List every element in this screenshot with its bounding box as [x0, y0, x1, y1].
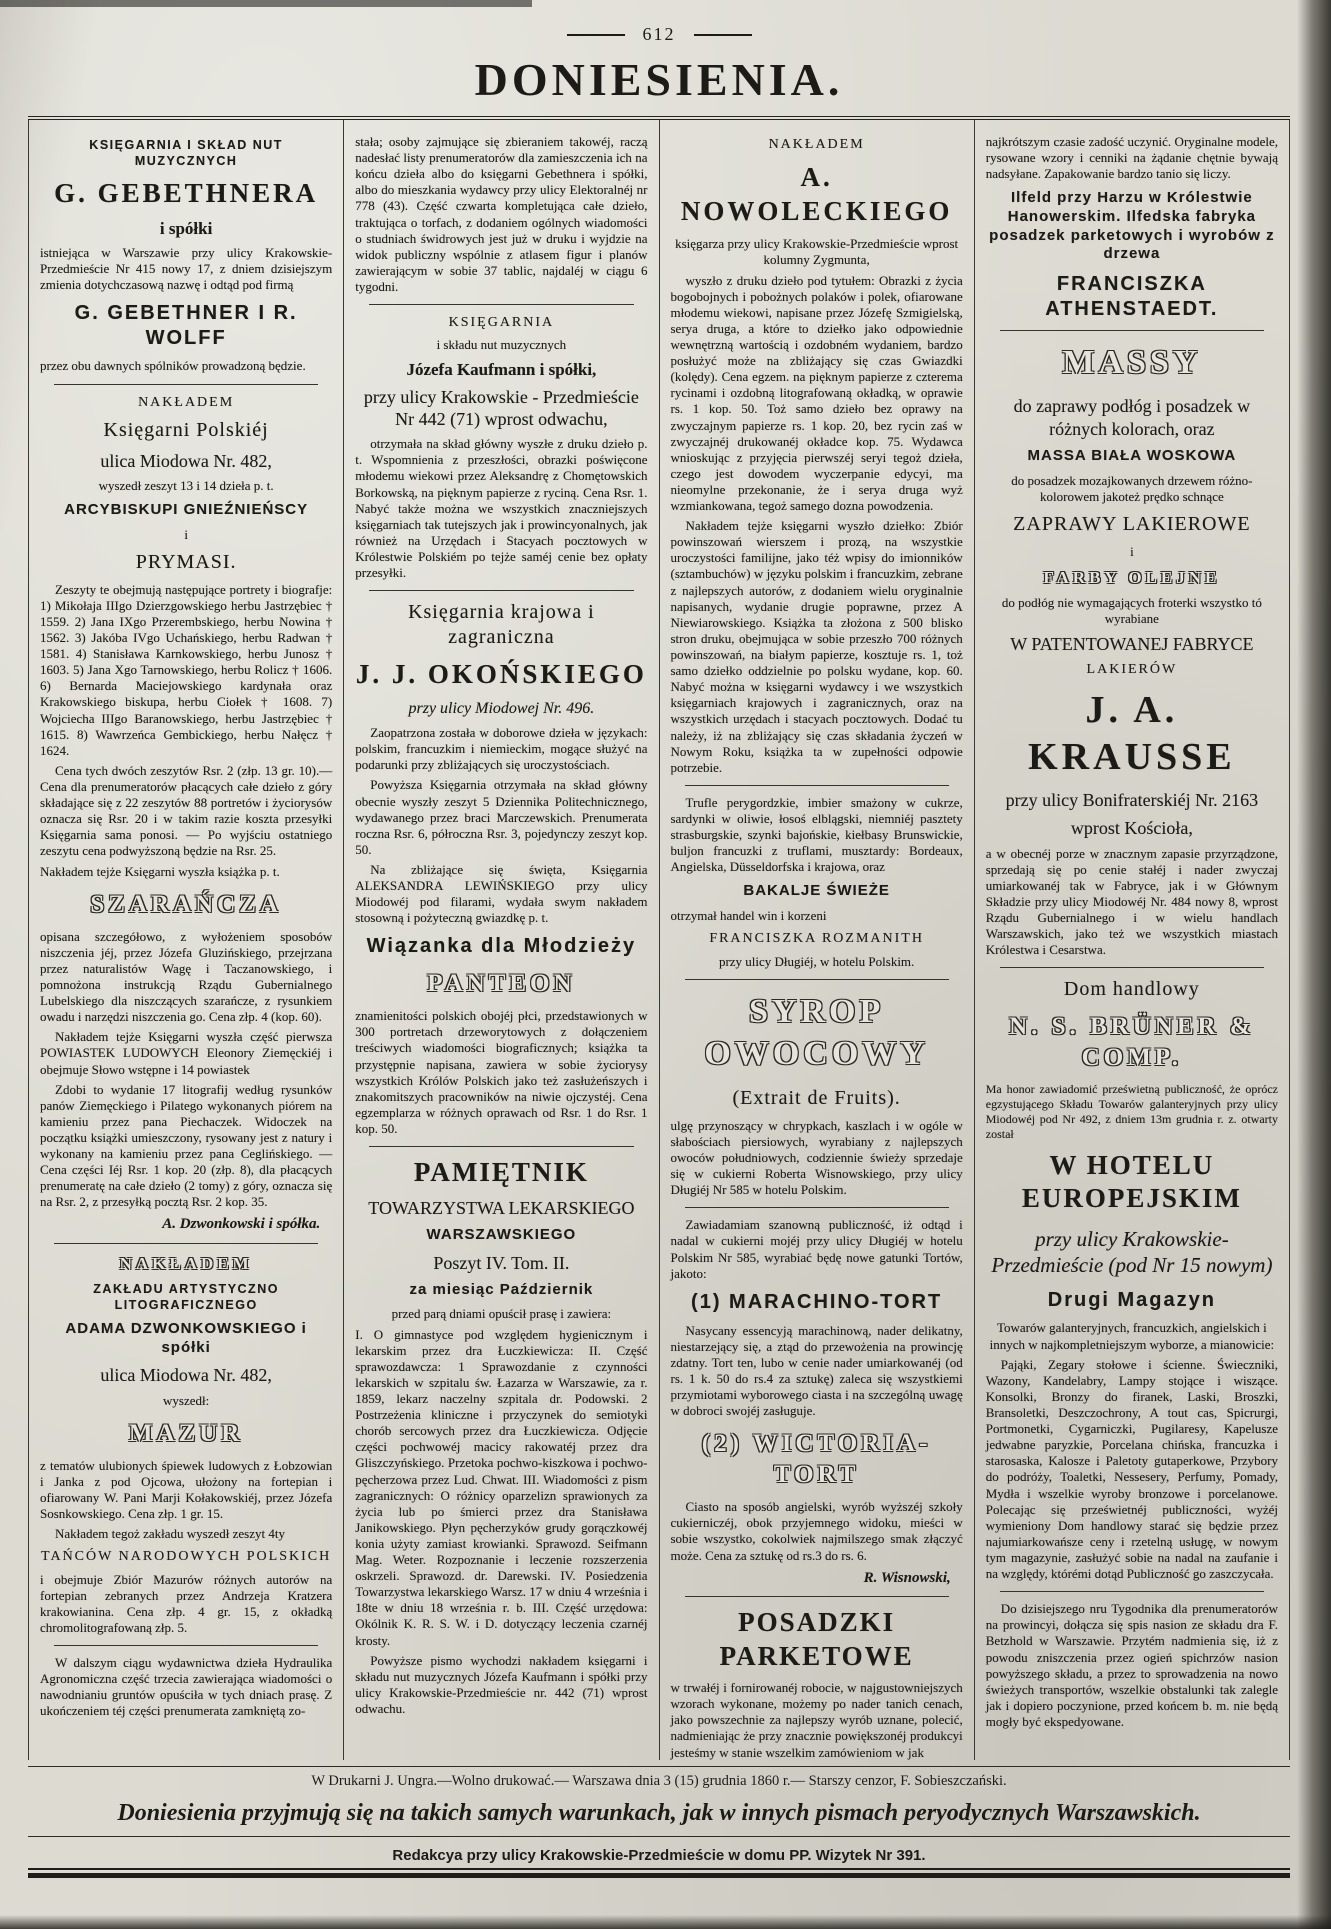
ad-text-block: z tematów ulubionych śpiewek ludowych z Łobzowian i Janka z pod Ojcowa, ułożony na fortepian i ofiarowany W. Pani Marji Kołakowskiéj, przez Józefa Sosnkowskiego. Cena złp. 1 gr. 15. — [40, 1457, 333, 1522]
rule-divider — [685, 1596, 949, 1597]
footer-rule-top — [28, 1766, 1290, 1767]
ad-text-block: przez obu dawnych spólników prowadzoną będzie. — [40, 358, 306, 374]
column-4 — [974, 120, 1290, 1760]
ad-text-block: i składu nut muzycznych — [436, 337, 567, 353]
ad-mazur-title: MAZUR — [128, 1419, 244, 1447]
footer-rule-bottom — [28, 1868, 1290, 1878]
ad-nowolecki-title: A. NOWOLECKIEGO — [680, 162, 953, 226]
ad-posadzki-title: POSADZKI PARKETOWE — [719, 1607, 914, 1671]
ad-text-block: i — [1130, 543, 1134, 559]
ad-ksiegarnia-polska-title: Księgarni Polskiéj — [103, 418, 269, 441]
ad-text-block: Trufle perygordzkie, imbier smażony w cukrze, sardynki w oliwie, łosoś elblągski, niemniéj pasztety strasburgskie, szynki bajońskie, kiełbasy Brunswickie, buljon francuzki z truflami, musztardy: Bordeaux, Angielska, Düsseldorfska i krajowa, oraz — [670, 794, 963, 875]
ad-text-block: ulica Miodowa Nr. 482, — [100, 1365, 272, 1386]
ad-text-block: Na zbliżające się święta, Księgarnia ALEKSANDRA LEWIŃSKIEGO przy ulicy Miodowéj pod filarami, wydała swym nakładem stosowną i pożyteczną gwiazdkę p. t. — [355, 862, 648, 926]
ad-text-block: wprost Kościoła, — [1070, 818, 1193, 839]
page-content — [28, 14, 1290, 1882]
ad-text-block: Towarów galanteryjnych, francuzkich, angielskich i innych w najkompletniejszym wyborze, a mianowicie: — [989, 1320, 1275, 1352]
ad-gebethner-kicker: KSIĘGARNIA I SKŁAD NUT MUZYCZNYCH — [89, 138, 283, 168]
ad-text-block: (Extrait de Fruits). — [732, 1086, 901, 1109]
ad-text-block: W PATENTOWANEJ FABRYCE — [1010, 634, 1254, 655]
ad-arcybiskupi-title: ARCYBISKUPI GNIEŹNIEŃSCY — [64, 501, 309, 519]
ad-marachino-title: (1) MARACHINO-TORT — [691, 1290, 943, 1313]
ad-zaprawy-title: ZAPRAWY LAKIEROWE — [1013, 512, 1251, 535]
column-2 — [343, 120, 658, 1760]
column-1 — [28, 120, 343, 1760]
ad-text-block: istniejąca w Warszawie przy ulicy Krakowskie-Przedmieście Nr 415 nowy 17, z dniem dzisiejszym zmienia dotychczasową nazwę i odtąd pod firmą — [40, 244, 333, 292]
ad-bakalje-title: BAKALJE ŚWIEŻE — [743, 882, 890, 900]
ad-text-block: Ma honor zawiadomić prześwietną publiczność, że oprócz egzystującego Składu Towarów galanteryjnych przy ulicy Miodowéj pod Nr 492, z dniem 13m grudnia r. z. otwarty został — [985, 1082, 1278, 1141]
ad-text-block: Pająki, Zegary stołowe i ścienne. Świeczniki, Wazony, Kandelabry, Lampy stojące i wiszące. Konsolki, Bronzy do firanek, Laski, Broszki, Bransoletki, Deszczochrony, A tout cas, Spicrurgi, Portmonetki, Cygarniczki, Pugilaresy, Kapelusze jedwabne paryzkie, Porcelana chińska, francuzka i starosaska, Kalosze i Paletoty gutaperkowe, Przybory do podróży, Toaletki, Nessesery, Perfumy, Pomady, Mydła i wszelkie wyroby bronzowe i porcelanowe. Polecając się prześwietnéj publiczności, wyżéj wymieniony Dom handlowy starać się będzie przez najumiarkowańsze ceny i rzetelną usługę, w nowym tym magazynie, zasłużyć sobie na nadal na zaufanie i na względy, którémi dotąd Publiczność go zaszczycała. — [985, 1356, 1278, 1582]
ad-text-block: Dom handlowy — [1063, 978, 1200, 1001]
ad-wiazanka-title: Wiązanka dla Młodzieży — [366, 935, 637, 958]
ad-text-block: NAKŁADEM — [768, 137, 865, 152]
ad-text-block: TOWARZYSTWA LEKARSKIEGO — [368, 1197, 635, 1218]
rule-divider — [685, 785, 949, 786]
ad-text-block: LAKIERÓW — [1086, 662, 1178, 678]
scan-edge-artifact-bottom — [0, 1915, 1331, 1929]
ad-text-block: otrzymał handel win i korzeni — [670, 908, 827, 924]
rule-divider — [369, 1146, 633, 1147]
notice-line: Doniesienia przyjmują się na takich samych warunkach, jak w innych pismach peryodycznych Warszawskich. — [117, 1800, 1201, 1826]
ad-text-block: Nasycany essencyją marachinową, nader delikatny, niestarzejący się, a ztąd do przewożenia na prowincję zdatny. Tort ten, lubo w cenie nader umiarkowanéj (od rs. 1 k. 50 do rs.4 za sztukę) zaleca się wszystkiemi przymiotami wyborowego ciasta i na szczególną uwagę w dobroci swojéj zasługuje. — [670, 1322, 963, 1419]
ad-text-block: a w obecnéj porze w znacznym zapasie przyrządzone, sprzedają się po cenie stałéj i nader zwyczaj umiarkowanéj tak w Fabryce, jak i w Głównym Składzie przy ulicy Miodowéj Nr. 484 nowy 8, wprost Rządu Gubernialnego i w wielu handlach Warszawskich, jako też we wszystkich miastach Królestwa i Cesarstwa. — [985, 845, 1278, 958]
ad-dzwonkowski-signature: A. Dzwonkowski i spółka. — [162, 1216, 321, 1233]
ad-okonski-title: J. J. OKOŃSKIEGO — [355, 658, 647, 689]
ad-text-block: ZAKŁADU ARTYSTYCZNO LITOGRAFICZNEGO — [93, 1282, 279, 1312]
ad-syrop-title: SYROP OWOCOWY — [704, 992, 929, 1072]
ad-text-block: Zdobi to wydanie 17 litografij według rysunków panów Ziemęckiego i Pilatego wykonanych piórem na kamieniu przez pana Piechaczek. Widoczek na początku książki umieszczony, rysowany jest z natury i wykonany na kamieniu przez pana Ceglińskiego. — Cena części Iéj Rsr. 1 kop. 20 (złp. 8), dla płacących prenumeratę na całe dzieło (2 tomy) z góry, oznacza się na Rsr. 2, z przesyłką pocztą Rsr. 2 kop. 35. — [40, 1081, 333, 1210]
page-number-row — [28, 24, 1290, 45]
ad-panteon-title: PANTEON — [427, 970, 576, 998]
ad-text-block: Zeszyty te obejmują następujące portrety i biografje: 1) Mikołaja IIIgo Dzierzgowskiego herbu Jastrzębiec † 1559. 2) Jana IXgo Przerembskiego, herbu Nowina † 1562. 3) Jakóba IVgo Uchańskiego, herbu Radwan † 1581. 4) Stanisława Karnkowskiego, herbu Junosz † 1603. 5) Jana Xgo Tarnowskiego, herbu Rolicz † 1606. 6) Bernarda Maciejowskiego kardynała oraz Krakowskiego biskupa, herbu Ciołek † 1608. 7) Wojciecha IIIgo Baranowskiego, herbu Jastrzębiec † 1615. 8) Wawrzeńca Gembickiego, herbu Nałęcz † 1624. — [40, 581, 333, 758]
ad-text-block: wyszedł zeszyt 13 i 14 dzieła p. t. — [98, 478, 274, 494]
ad-text-block: Zaopatrzona została w doborowe dzieła w językach: polskim, francuzkim i niemieckim, mogące służyć na podarunki przy zbliżających się uroczystościach. — [355, 725, 648, 773]
ad-text-block: do zaprawy podłóg i posadzek w różnych kolorach, oraz — [1013, 396, 1251, 439]
ad-text-block: przy ulicy Długiéj, w hotelu Polskim. — [718, 953, 915, 969]
rule-divider — [54, 384, 318, 385]
ad-wictoria-title: (2) WICTORIA-TORT — [701, 1430, 932, 1489]
column-3 — [659, 120, 974, 1760]
page-footer — [28, 1766, 1290, 1878]
rule-divider — [1000, 330, 1264, 331]
page-gutter-shadow — [1297, 0, 1331, 1929]
ad-text-block: Cena tych dwóch zeszytów Rsr. 2 (złp. 13 gr. 10).—Cena dla prenumeratorów płacących całe dzieło z góry składające się z 22 zeszytów 88 portretów i życiorysów oznacza się Rsr. 20 i w takim razie koszta przesyłki Księgarnia sama ponosi. — Po wyjściu ostatniego zeszytu cena podwyższoną będzie na Rsr. 25. — [40, 762, 333, 859]
page-number-dash-left — [567, 34, 625, 36]
ad-gebethner-title: G. GEBETHNERA — [54, 178, 319, 208]
rule-divider — [1000, 967, 1264, 968]
ad-szarancza-title: SZARAŃCZA — [90, 890, 282, 918]
ad-dzwonkowski-title: ADAMA DZWONKOWSKIEGO i spółki — [65, 1320, 307, 1356]
ad-text-block: przy ulicy Krakowskie-Przedmieście (pod Nr 15 nowym) — [991, 1226, 1273, 1277]
scan-edge-artifact-top — [0, 0, 532, 7]
footer-rule-middle — [28, 1836, 1290, 1837]
rule-divider — [685, 1207, 949, 1208]
ad-text-block: Nakładem tejże Księgarni wyszła część pierwsza POWIASTEK LUDOWYCH Eleonory Ziemęckiéj i obejmuje Słowo wstępne i 14 powiastek — [40, 1029, 333, 1077]
columns-container — [28, 116, 1290, 1760]
ad-text-block: Nakładem tegoż zakładu wyszedł zeszyt 4ty — [55, 1526, 285, 1542]
ad-text-block: I. O gimnastyce pod względem hygienicznym i lekarskim przez dra Łuczkiewicza: II. Część sprawozdawcza: 1 Sprawozdanie z czynności lekarskich w szpitalu św. Łazarza w Warszawie, za r. 1859, lekarz naczelny szpitala dr. Podowski. 2 Postrzeżenia kliniczne i przyczynek do semiotyki chorób sercowych przez dra Łuczkiewicza. Odjęcie części pochwowéj macicy rakowatéj przez dra Gliszczyńskiego. Przetoka pochwo-kiszkowa i pochwo-pęcherzowa przez Lud. Chwat. III. Wiadomości z pism zagranicznych: O różnicy oparzelizn sprawionych za życia lub po śmierci przez dra Stanisława Janikowskiego. Płyn pęcherzyków grudy gorączkowéj konia użyty zamiast krowianki. Sprawozd. Seifmann Mag. Weter. Rozpoznanie i leczenie rozszerzenia oskrzeli. Sprawozd. dr. Darewski. IV. Posiedzenia Towarzystwa lekarskiego Warsz. 17 w dniu 4 września i 18te w dniu 18 września r. b. III. Część urzędowa: Okólnik K. R. S. W. i D. dotyczący leczenia czarnéj krosty. — [355, 1326, 648, 1648]
page-title: DONIESIENIA. — [474, 54, 844, 105]
ad-text-block: ulgę przynoszący w chrypkach, kaszlach i w ogóle w słabościach piersiowych, wyrabiany z najlepszych owoców południowych, codziennie świeży sprzedaje się w cukierni Roberta Wisnowskiego, przy ulicy Długiéj Nr 585 w hotelu Polskim. — [670, 1117, 963, 1198]
ad-text-block: do podłóg nie wymagających froterki wszystko tó wyrabiane — [1001, 594, 1262, 626]
ad-drugi-magazyn-title: Drugi Magazyn — [1047, 1288, 1216, 1311]
ad-text-block: za miesiąc Październik — [409, 1280, 594, 1298]
ad-text-block: NAKŁADEM — [119, 1254, 253, 1274]
ad-text-block: i — [184, 526, 188, 542]
ad-text-block: Ilfeld przy Harzu w Królestwie Hanowerskim. Ilfedska fabryka posadzek parketowych i wyrobów z drzewa — [989, 189, 1275, 263]
ad-text-block: przy ulicy Krakowskie - Przedmieście Nr 442 (71) wprost odwachu, — [363, 386, 639, 429]
ad-hotel-europejski-line: W HOTELU EUROPEJSKIM — [1021, 1149, 1242, 1214]
rule-divider — [369, 590, 633, 591]
ad-text-block: i spółki — [159, 219, 213, 239]
ad-text-block: opisana szczegółowo, z wyłożeniem sposobów niszczenia jéj, przez Józefa Gluzińskiego, przejrzana przez naturalistów Wagę i Taczanowskiego, i pomnożona instrukcją Rządu Gubernialnego Lubelskiego dla niszczących szarańcze, z rysunkiem owadu i narzędzi niszczenia go. Cena złp. 4 (kop. 60). — [40, 928, 333, 1025]
ad-text-block: TAŃCÓW NARODOWYCH POLSKICH — [41, 1549, 332, 1565]
imprint-line: W Drukarni J. Ungra.—Wolno drukować.— Warszawa dnia 3 (15) grudnia 1860 r.— Starszy cenzor, F. Sobieszczański. — [311, 1773, 1007, 1789]
ad-text-block: przy ulicy Miodowej Nr. 496. — [408, 700, 595, 718]
ad-text-block: w trwałéj i fornirowanéj robocie, w najgustowniejszych wzorach wykonane, możemy po nader tanich cenach, jako powszechnie za najlepszy wyrób uznane, polecić, nadmieniając że przy znacznie powiększonéj produkcyi jesteśmy w stanie wszelkim zamówieniom w jak — [670, 1680, 963, 1760]
ad-text-block: Nakładem tejże księgarni wyszło dziełko: Zbiór powinszowań wierszem i prozą, na wszystkie uroczystości familijne, jako téż wpisy do imionników (sztambuchów) w języku polskim i francuzkim, zebrane z najlepszych autorów, z dodaniem wielu oryginalnie napisanych, wydanie drugie poprawne, przez A Niewiarowskiego. Książka ta złożona z 500 blisko stron druku, obejmująca w sobie przeszło 700 różnych powinszowań, na białym papierze, kosztuje rs. 1, toż samo dziełko oddzielnie po polsku wydane, kop. 60. Nabyć można w księgarni wydawcy i we wszystkich księgarniach krajowych i zagranicznych, oraz na wszystkich urzędach i stacyach pocztowych. Dodać tu należy, iż na zbliżający się czas składania życzeń w Nowym Roku, książka ta w zupełności odpowie potrzebie. — [670, 518, 963, 775]
ad-text-block: Nakładem tejże Księgarni wyszła książka p. t. — [40, 863, 280, 879]
rule-divider — [54, 1645, 318, 1646]
ad-text-block: WARSZAWSKIEGO — [426, 1225, 577, 1243]
ad-text-block: otrzymała na skład główny wyszłe z druku dzieło p. t. Wspomnienia z przeszłości, obrazki poświęcone młodemu wiekowi przez Aleksandrę z Chomętowskich Borkowską, na pięknym papierze z ryciną. Cena Rsr. 1. Nabyć także można we wszystkich znaczniejszych księgarniach tak tutejszych jak i prowincyonalnych, jak również na Urzędach i Stacyach pocztowych w Królestwie Polskiém po tejże saméj cenie bez opłaty przesyłki. — [355, 436, 648, 581]
ad-text-block: najkrótszym czasie zadość uczynić. Oryginalne modele, rysowane wzory i cenniki na żądanie chętnie bywają nadsyłane. Zapakowanie bardzo tanio się liczy. — [985, 134, 1278, 182]
ad-text-block: księgarza przy ulicy Krakowskie-Przedmieście wprost kolumny Zygmunta, — [675, 236, 959, 268]
ad-text-block: Zawiadamiam szanowną publiczność, iż odtąd i nadal w cukierni mojéj przy ulicy Długiéj w hotelu Polskim Nr 585, wyrabiać będę nowe gatunki Tortów, jakoto: — [670, 1217, 963, 1281]
page-number: 612 — [642, 24, 676, 44]
ad-wisnowski-signature: R. Wisnowski, — [863, 1569, 951, 1586]
ad-text-block: Do dzisiejszego nru Tygodnika dla prenumeratorów na prowincyi, dołącza się spis nasion ze składu dra F. Betzhold w Warszawie. Przytém nadmienia się, iż z powodu zniszczenia przez ogień spichrzów nasion powyższego składu, a przez to sprowadzenia na nowo świeżych transportów, wszelkie obstalunki tak zalegle jak i dopiero poczynione, przed końcem b. m. nie będą mogły być ekspedyowane. — [985, 1601, 1278, 1729]
ad-farby-title: FARBY OLEJNE — [1043, 567, 1221, 587]
ad-text-block: PRYMASI. — [135, 550, 237, 573]
rule-divider — [369, 304, 633, 305]
ad-text-block: stała; osoby zajmujące się zbieraniem takowéj, raczą nadesłać listy prenumeratorów dla zamieszczenia ich na końcu dzieła albo do księgarni Gebethnera i spółki, albo do mieszkania wydawcy przy ulicy Elektoralnéj nr 778 (43). Część czwarta kompletująca całe dzieło, traktująca o torfach, z dodaniem ogólnych wiadomości o studniach świdrowych jest już w druku i wyjdzie na widok publiczny wspólnie z atlasem figur i planów zawierającym w sobie 37 tablic, najdaléj w ciągu 6 tygodni. — [355, 134, 648, 294]
ad-text-block: Powyższa Księgarnia otrzymała na skład główny obecnie wyszły zeszyt 5 Dziennika Politechnicznego, wydawanego przez braci Marczewskich. Prenumerata roczna Rsr. 6, półroczna Rsr. 3, pojedynczy zeszyt kop. 50. — [355, 777, 648, 857]
ad-text-block: znamienitości polskich obojéj płci, przedstawionych w 300 portretach drzeworytowych z dołączeniem treściwych wiadomości biograficznych; książka ta przystępnie napisana, zawiera w sobie życiorysy wszystkich Królów Polskich jako też zasłużeńszych i znakomitszych pracowników na niwie ojczystéj. Cena egzemplarza w różnych oprawach od Rsr. 1 do Rsr. 1 kop. 50. — [355, 1008, 648, 1137]
redaction-line: Redakcya przy ulicy Krakowskie-Przedmieście w domu PP. Wizytek Nr 391. — [392, 1847, 926, 1864]
ad-kaufmann-title: Józefa Kaufmann i spółki, — [406, 359, 597, 379]
ad-bruner-title: N. S. BRÜNER & COMP. — [1009, 1013, 1255, 1072]
ad-text-block: przy ulicy Bonifraterskiéj Nr. 2163 — [1005, 789, 1259, 810]
ad-massy-title: MASSY — [1062, 344, 1202, 382]
ad-pamietnik-title: PAMIĘTNIK — [413, 1157, 589, 1188]
ad-text-block: wyszedł: — [163, 1392, 210, 1408]
ad-krausse-title: J. A. KRAUSSE — [1028, 688, 1236, 778]
rule-divider — [54, 1243, 318, 1244]
ad-text-block: ulica Miodowa Nr. 482, — [100, 450, 272, 471]
ad-text-block: KSIĘGARNIA — [448, 315, 555, 331]
ad-text-block: Ciasto na sposób angielski, wyrób wyższéj szkoły cukierniczéj, obok przyjemnego widoku, mieści w sobie wszystko, cokolwiek najmilszego smak złączyć może. Cena za sztukę od rs.3 do rs. 6. — [670, 1499, 963, 1563]
ad-gebethner-wolff-name: G. GEBETHNER I R. WOLFF — [74, 301, 298, 349]
ad-text-block: przed parą dniami opuścił prasę i zawiera: — [391, 1306, 612, 1322]
ad-text-block: Poszyt IV. Tom. II. — [433, 1252, 570, 1273]
ad-text-block: i obejmuje Zbiór Mazurów różnych autorów na fortepian zebranych przez Andrzeja Kratzera krakowianina. Cena złp. 4 gr. 15, z okładką chromolitografowaną złp. 5. — [40, 1571, 333, 1635]
ad-athenstaedt-name: FRANCISZKA ATHENSTAEDT. — [1045, 272, 1219, 320]
rule-divider — [685, 979, 949, 980]
page-number-dash-right — [694, 34, 752, 36]
ad-rozmanith-name: FRANCISZKA ROZMANITH — [709, 931, 924, 947]
ad-text-block: W dalszym ciągu wydawnictwa dzieła Hydraulika Agronomiczna część trzecia zawierająca wiadomości o nawodnianiu gruntów opuściła w tych dniach prasę. Z ukończeniem téj części prenumerata zamkniętą zo- — [40, 1655, 333, 1719]
ad-massa-woskowa-title: MASSA BIAŁA WOSKOWA — [1027, 447, 1237, 465]
ad-text-block: NAKŁADEM — [138, 394, 235, 410]
ad-text-block: Powyższe pismo wychodzi nakładem księgarni i składu nut muzycznych Józefa Kaufmann i spółki przy ulicy Krakowskie-Przedmieście nr. 442 (71) wprost odwachu. — [355, 1652, 648, 1717]
ad-text-block: Księgarnia krajowa i zagraniczna — [408, 601, 595, 649]
ad-text-block: do posadzek mozajkowanych drzewem różno-kolorowem jakoteż prędko schnące — [1011, 472, 1253, 504]
ad-text-block: wyszło z druku dzieło pod tytułem: Obrazki z życia bogobojnych i pobożnych polaków i polek, ofiarowane młodemu wiekowi, napisane przez Józefę Szmigielską, serya druga, a które to dziełko jako odpowiednie wewnętrzną wartością i ozdobném wydaniem, bardzo posłużyć może na zbliżający się czas Gwiazdki (kolędy). Cena egzem. na pięknym papierze z czterema rycinami i ozdobną litografowaną okładką, w oprawie rs. 1 kop. 50. Toż samo dzieło bez oprawy na zwyczajnym papierze rs. 1 kop. 20, bez rycin zaś w zwyczajnéj drukowanéj okładce kop. 75. Wydawca wnioskując z przyjęcia pierwszéj seryi tegoż dzieła, czego jest dowodem wyczerpanie edycyi, ma nieomylne przekonanie, że i serya druga wyż wzmiankowana, tegoż samego dozna powodzenia. — [670, 272, 963, 514]
rule-divider — [1000, 1591, 1264, 1592]
